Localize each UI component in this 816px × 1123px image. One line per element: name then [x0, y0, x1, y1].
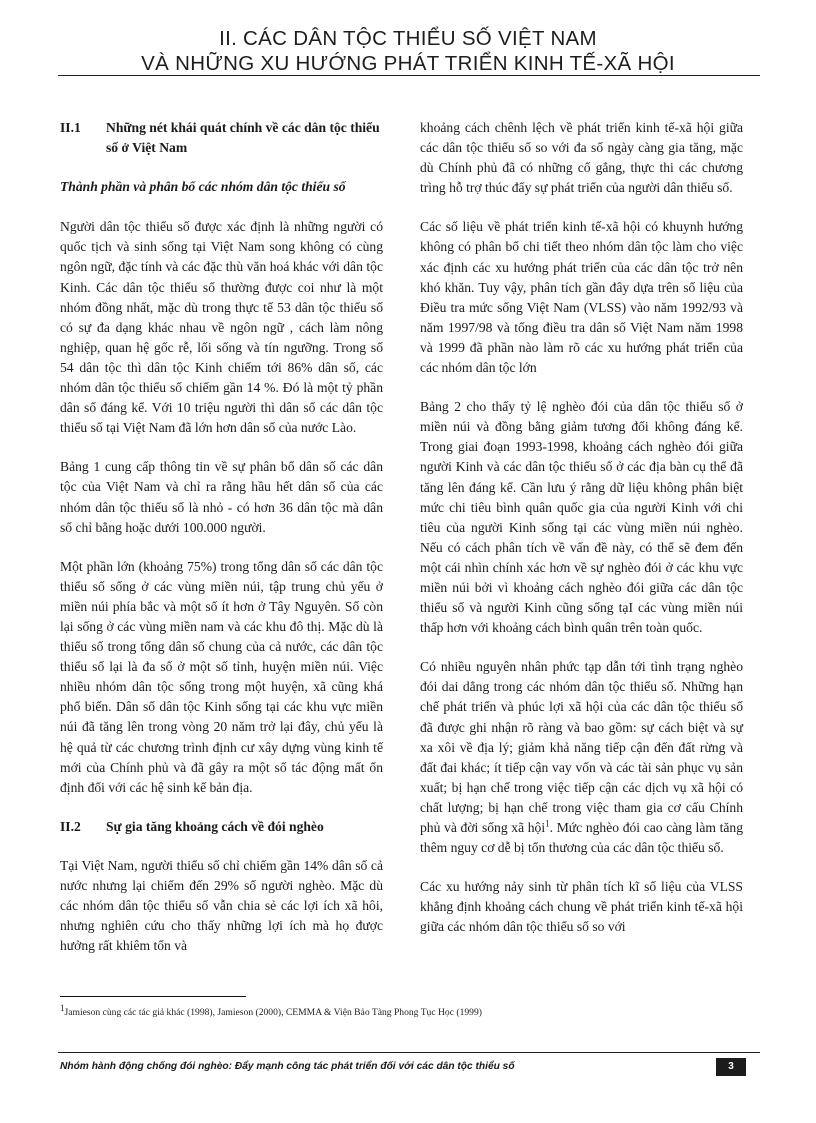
footer-lead: Nhóm hành động chống đói nghèo: — [60, 1061, 233, 1072]
page-title — [0, 26, 816, 76]
footnote-text: Jamieson cùng các tác giả khác (1998), Jamieson (2000), CEMMA & Viện Bảo Tàng Phong Tục Học (1999) — [64, 1007, 482, 1018]
paragraph-continued: khoảng cách chênh lệch về phát triển kinh tế-xã hội giữa các dân tộc thiểu số so với đa số ngày càng gia tăng, mặc dù Chính phủ đã có những cố gắng, thực thi các chương trìng hỗ trợ thúc đẩy sự phát triển của người dân thiểu số. — [420, 120, 743, 196]
paragraph — [420, 657, 743, 858]
footnote-marker: 1 — [60, 1002, 65, 1013]
footer-title: Đẩy mạnh công tác phát triển đối với các dân tộc thiểu số — [232, 1061, 515, 1072]
title-line-1: II. CÁC DÂN TỘC THIỂU SỐ VIỆT NAM — [219, 27, 597, 50]
paragraph-text-tail: . Mức nghèo đói cao càng làm tăng thêm nguy cơ dễ bị tổn thương của các dân tộc thiểu số. — [420, 820, 743, 856]
running-footer — [60, 1060, 700, 1074]
title-divider — [58, 75, 760, 76]
section-title: Những nét khái quát chính về các dân tộc thiểu số ở Việt Nam — [106, 120, 380, 156]
section-heading-ii-2 — [60, 817, 383, 837]
section-title: Sự gia tăng khoảng cách về đói nghèo — [106, 818, 324, 834]
paragraph: Tại Việt Nam, người thiểu số chỉ chiếm gần 14% dân số cả nước nhưng lại chiếm đến 29% số người nghèo. Mặc dù các nhóm dân tộc thiểu số vẫn chia sẻ các lợi ích xã hôi, nhưng nghiên cứu cho thấy những lợi ích mà họ được hưởng rất khiêm tốn và — [60, 857, 383, 954]
footnote-divider — [60, 996, 246, 997]
paragraph: Bảng 1 cung cấp thông tin về sự phân bổ dân số các dân tộc của Việt Nam và chỉ ra rằng hầu hết dân số của các nhóm dân tộc thiểu số là nhỏ - có hơn 36 dân tộc mà dân số chỉ bằng hoặc dưới 100.000 người. — [60, 459, 383, 535]
paragraph: Các xu hướng nảy sinh từ phân tích kĩ số liệu của VLSS khẳng định khoảng cách chung về phát triển kinh tế-xã hội giữa các nhóm dân tộc thiểu số so với — [420, 879, 743, 935]
paragraph: Người dân tộc thiểu số được xác định là những người có quốc tịch và sinh sống tại Việt Nam song không có cùng ngôn ngữ, đặc tính và các đặc thù văn hoá khác với dân tộc Kinh. Các dân tộc thiểu số thường được coi như là một nhóm đồng nhất, mặc dù trong thực tế 53 dân tộc thiểu số có sự đa dạng khác nhau về ngôn ngữ , cách làm nông nghiệp, quan hệ gốc rễ, lối sống và tín ngưỡng. Trong số 54 dân tộc thì dân tộc Kinh chiếm tới 86% dân số, các nhóm dân tộc thiểu số chiếm gần 14 %. Đó là một tỷ phần dân số đáng kể. Với 10 triệu người thì dân số các dân tộc thiểu số tại Việt Nam đã lớn hơn dân số của nước Lào. — [60, 219, 383, 436]
page-number: 3 — [716, 1058, 746, 1076]
footnote — [60, 1002, 760, 1019]
paragraph: Bảng 2 cho thấy tỷ lệ nghèo đói của dân tộc thiểu số ở miền núi và đồng bằng giảm tương đối không đáng kể. Trong giai đoạn 1993-1998, khoảng cách nghèo đói giữa người Kinh và các dân tộc thiểu số ở các địa bàn cụ thể đã tăng lên đáng kể. Cần lưu ý rằng dữ liệu không phân biệt mức chi tiêu bình quân quốc gia của người Kinh với chi tiêu của người Kinh sống tại các vùng miền núi nghèo. Nếu có cách phân tích về vấn đề này, có thể sẽ đem đến một cái nhìn chính xác hơn về sự nghèo đói ở các khu vực miền núi bởi vì khoảng cách nghèo đói giữa các dân tộc thiểu số và người Kinh cũng sống tạI các vùng miền núi thấp hơn với khoảng cách bình quân trên toàn quốc. — [420, 399, 743, 636]
section-number: II.1 — [60, 120, 81, 135]
paragraph: Các số liệu về phát triển kinh tế-xã hội có khuynh hướng không có phân bổ chi tiết theo nhóm dân tộc làm cho việc xác định các xu hướng phát triển của các dân tộc trở nên khó khăn. Tuy vậy, phân tích gần đây dựa trên số liệu của Điều tra mức sống Việt Nam (VLSS) vào năm 1992/93 và năm 1997/98 và tổng điều tra dân số Việt Nam năm 1998 và 1999 đã phần nào làm rõ các xu hướng phát triển của các nhóm dân tộc lớn — [420, 219, 743, 376]
subheading: Thành phần và phân bổ các nhóm dân tộc thiểu số — [60, 179, 346, 195]
left-column — [60, 118, 383, 975]
section-heading-ii-1 — [60, 118, 383, 158]
section-number: II.2 — [60, 818, 81, 834]
title-line-2: VÀ NHỮNG XU HƯỚNG PHÁT TRIỂN KINH TẾ-XÃ HỘI — [141, 52, 675, 75]
footer-divider — [58, 1052, 760, 1053]
footnote-reference[interactable]: 1 — [545, 818, 550, 829]
right-column — [420, 118, 743, 956]
paragraph: Một phần lớn (khoảng 75%) trong tổng dân số các dân tộc thiểu số sống ở các vùng miền núi, tập trung chủ yếu ở miền núi phía bắc và một số ít hơn ở Tây Nguyên. Số còn lại sống ở các vùng miền nam và các khu đô thị. Mặc dù là thiểu số trong tổng dân số chung của cả nước, các dân tộc thiểu số lại là đa số ở một số tỉnh, huyện miền núi. Việc nhiều nhóm dân tộc sống trong một huyện, xã cũng khá phổ biến. Dân số dân tộc Kinh sống tại các khu vực miền núi đã tăng lên trong vòng 20 năm trở lại đây, chủ yếu là hệ quả từ các chương trình định cư xây dựng vùng kinh tế mới của Chính phủ và đã gây ra một số tác động mất ổn định đối với các hệ sinh kế bản địa. — [60, 558, 383, 795]
paragraph-text: Có nhiều nguyên nhân phức tạp dẫn tới tình trạng nghèo đói dai dẳng trong các nhóm dân tộc thiểu số. Những hạn chế phát triển và phúc lợi xã hội của các dân tộc thiểu số đã được ghi nhận rõ ràng và bao gồm: sự cách biệt và sự xa xôi về địa lý; giảm khả năng tiếp cận đến đất rừng và đất đai khác; ít tiếp cận vay vốn và các tài sản phục vụ sản xuất; bị hạn chế trong việc tiếp cận các dịch vụ xã hội có chất lượng; bị hạn chế trong việc tham gia cơ cấu Chính phủ và đời sống xã hội — [420, 659, 743, 835]
